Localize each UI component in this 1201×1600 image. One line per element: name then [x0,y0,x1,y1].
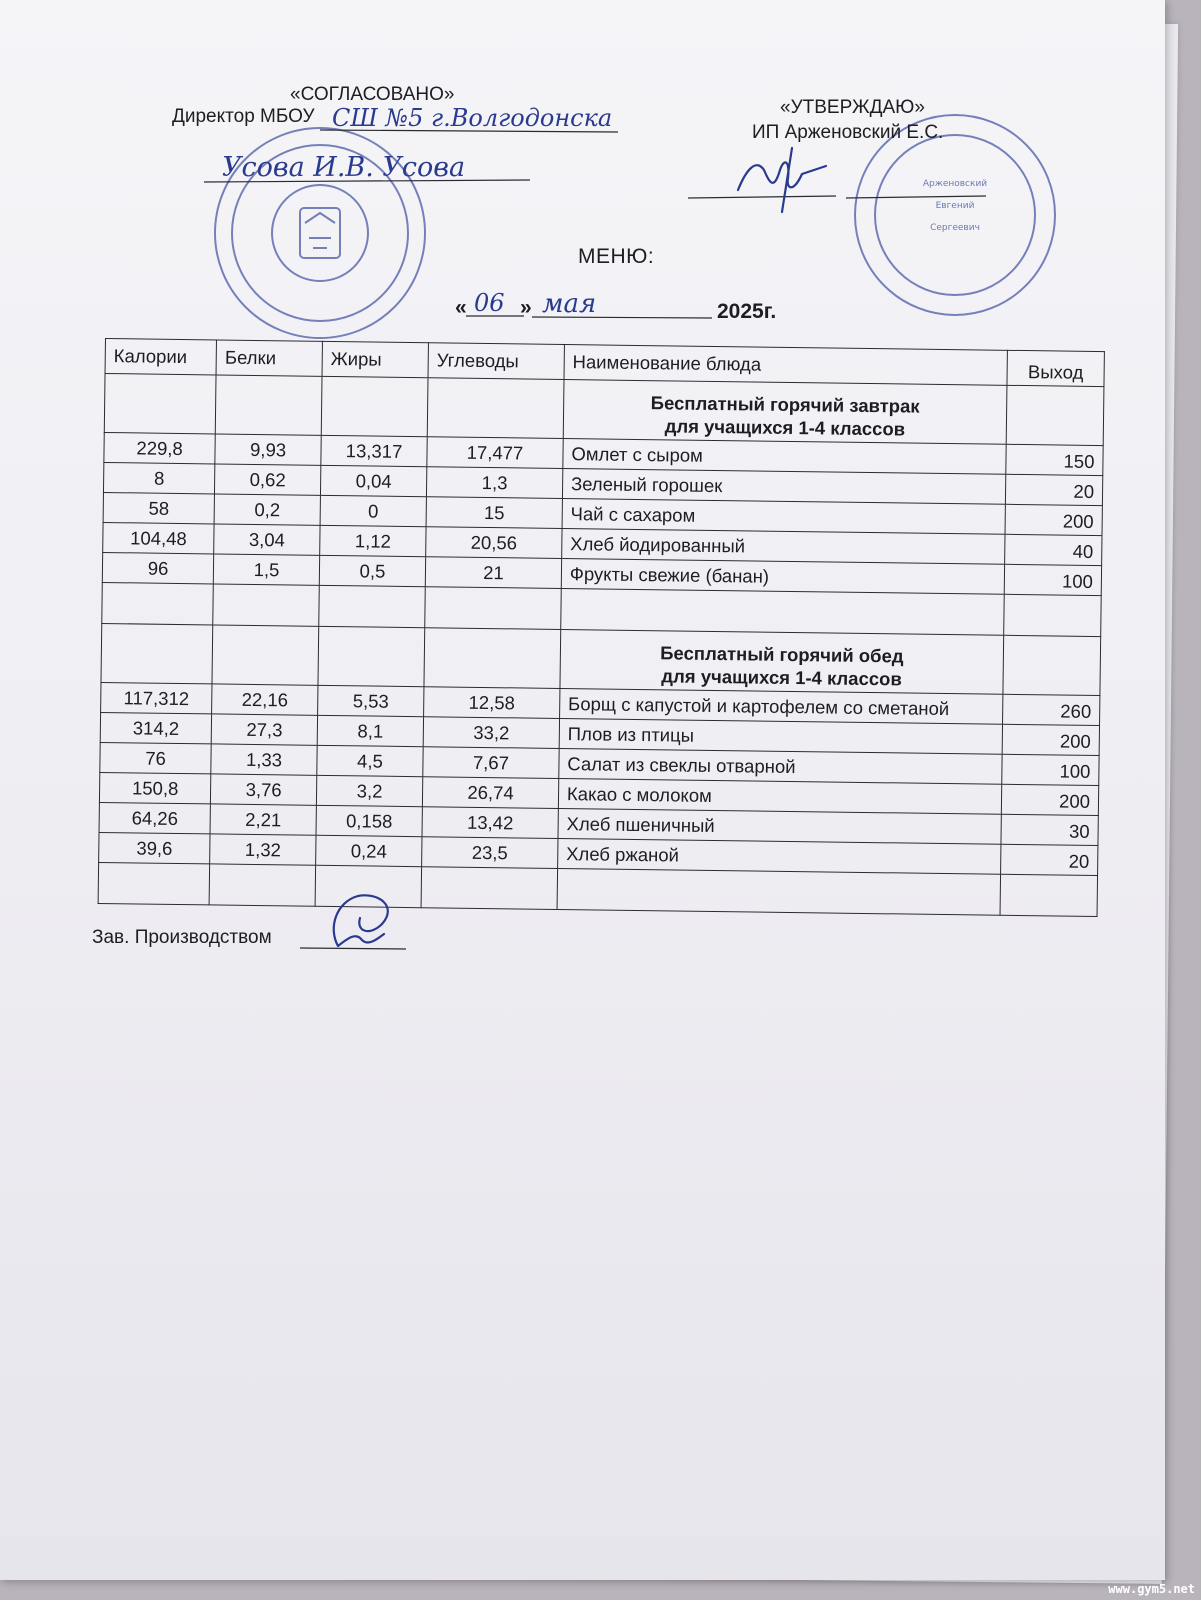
carbs-cell: 21 [425,557,561,589]
calories-cell: 76 [100,742,212,773]
carbs-cell: 26,74 [422,777,558,809]
dish-name-cell: Омлет с сыром [563,439,1007,475]
dish-name-cell: Борщ с капустой и картофелем со сметаной [559,688,1003,724]
dish-name-cell: Фрукты свежие (банан) [561,558,1005,594]
fat-cell: 0,5 [319,555,426,586]
protein-cell: 1,32 [210,834,316,865]
director-label: Директор МБОУ [172,106,315,127]
seal-name-line-1: Арженовский [922,179,988,189]
date-month-handwriting [532,284,722,324]
approve-label: «УТВЕРЖДАЮ» [780,97,925,118]
output-cell: 20 [1005,474,1102,505]
fat-cell: 13,317 [321,435,428,466]
calories-cell: 39,6 [99,832,211,863]
section-title-lunch: Бесплатный горячий обед для учащихся 1-4 классов [560,629,1004,694]
carbs-cell: 12,58 [424,687,560,719]
header-protein: Белки [216,340,322,376]
dish-name-cell: Хлеб пшеничный [558,808,1002,844]
calories-cell: 64,26 [99,802,211,833]
watermark: www.gym5.net [1108,1582,1195,1596]
date-year: 2025г. [717,300,777,323]
date-open-quote: « [455,296,467,319]
svg-text:06: 06 [474,289,505,317]
output-cell: 200 [1001,784,1098,815]
protein-cell: 9,93 [215,434,321,465]
protein-cell: 3,04 [214,524,320,555]
dish-name-cell: Салат из свеклы отварной [559,748,1003,784]
section-title-breakfast: Бесплатный горячий завтрак для учащихся 1-4 классов [563,380,1007,445]
production-manager-signature [298,888,418,956]
dish-name-cell: Чай с сахаром [562,499,1006,535]
fat-cell: 0,04 [320,465,427,496]
carbs-cell: 20,56 [426,527,562,559]
calories-cell: 150,8 [99,772,211,803]
dish-name-cell: Плов из птицы [559,718,1003,754]
dish-name-cell: Хлеб йодированный [562,528,1006,564]
output-cell: 40 [1005,534,1102,565]
agreed-label: «СОГЛАСОВАНО» [290,84,455,105]
header-output: Выход [1007,350,1104,386]
seal-name-line-2: Евгений [935,201,975,211]
dish-name-cell: Хлеб ржаной [557,838,1001,874]
carbs-cell: 1,3 [427,467,563,499]
dish-name-cell: Зеленый горошек [562,469,1006,505]
fat-cell: 3,2 [316,775,423,806]
menu-table [98,338,1105,917]
protein-cell: 1,33 [211,744,317,775]
fat-cell: 0,158 [316,805,423,836]
output-cell: 100 [1002,754,1099,785]
menu-table-wrapper [98,338,1125,917]
header-fat: Жиры [322,341,429,377]
protein-cell: 3,76 [211,774,317,805]
svg-text:СШ №5 г.Волгодонска: СШ №5 г.Волгодонска [332,104,613,132]
carbs-cell: 23,5 [422,837,558,869]
output-cell: 150 [1006,444,1103,475]
svg-text:Усова И.В. Усова: Усова И.В. Усова [222,152,466,183]
approver-signature [686,140,1006,214]
protein-cell: 27,3 [211,714,317,745]
director-school-handwriting [318,96,638,138]
protein-cell: 2,21 [210,804,316,835]
fat-cell: 0,24 [316,835,423,866]
calories-cell: 117,312 [101,682,213,713]
calories-cell: 229,8 [104,432,216,463]
carbs-cell: 33,2 [423,717,559,749]
date-close-quote: » [520,296,532,319]
fat-cell: 5,53 [318,685,425,716]
header-dish-name: Наименование блюда [564,345,1008,386]
seal-name-line-3: Сергеевич [930,223,980,233]
carbs-cell: 7,67 [423,747,559,779]
output-cell: 100 [1004,564,1101,595]
protein-cell: 0,62 [215,464,321,495]
fat-cell: 8,1 [317,715,424,746]
fat-cell: 1,12 [320,525,427,556]
output-cell: 20 [1001,844,1098,875]
header-calories: Калории [105,339,217,375]
carbs-cell: 15 [426,497,562,529]
carbs-cell: 13,42 [422,807,558,839]
header-carbs: Углеводы [428,343,564,380]
date-day-handwriting [466,284,526,324]
output-cell: 30 [1001,814,1098,845]
fat-cell: 0 [320,495,427,526]
calories-cell: 314,2 [100,712,212,743]
calories-cell: 104,48 [103,522,215,553]
protein-cell: 22,16 [212,684,318,715]
fat-cell: 4,5 [317,745,424,776]
output-cell: 200 [1002,724,1099,755]
approver-name: ИП Арженовский Е.С. [752,122,944,143]
dish-name-cell: Какао с молоком [558,778,1002,814]
calories-cell: 58 [103,492,215,523]
calories-cell: 96 [102,552,214,583]
output-cell: 260 [1003,694,1100,725]
calories-cell: 8 [103,462,215,493]
production-manager-label: Зав. Производством [92,927,272,948]
menu-title: МЕНЮ: [578,245,655,268]
director-signature [200,140,540,188]
protein-cell: 1,5 [213,554,319,585]
output-cell: 200 [1005,504,1102,535]
svg-text:мая: мая [542,289,597,319]
protein-cell: 0,2 [214,494,320,525]
carbs-cell: 17,477 [427,437,563,469]
